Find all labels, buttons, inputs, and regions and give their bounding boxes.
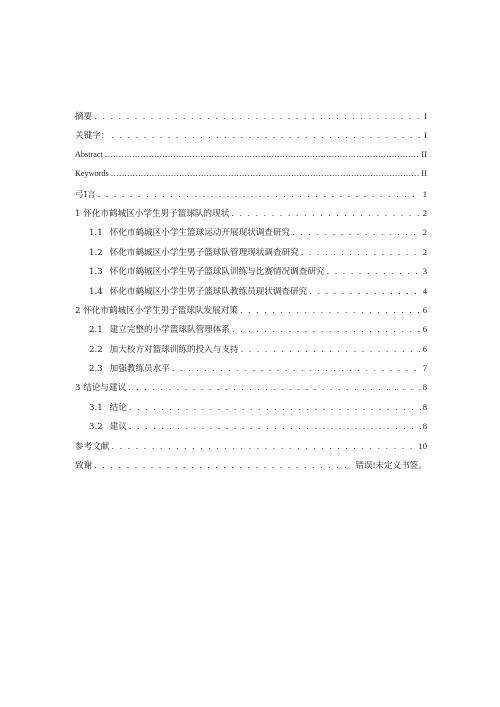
toc-entry-number: 2.3 xyxy=(89,364,103,375)
table-of-contents xyxy=(75,110,427,478)
toc-entry-page: 10 xyxy=(418,440,427,451)
toc-entry-label: 摘要 xyxy=(75,112,93,122)
toc-entry[interactable] xyxy=(75,440,427,459)
dot-leader xyxy=(327,267,421,277)
dot-leader xyxy=(309,287,420,297)
toc-subentry[interactable] xyxy=(75,246,427,265)
toc-entry-page: 4 xyxy=(422,285,427,296)
dot-leader xyxy=(128,383,421,393)
toc-entry-label: 结论 xyxy=(109,402,127,413)
toc-subentry[interactable] xyxy=(75,265,427,284)
toc-entry-page: 6 xyxy=(422,343,427,354)
toc-entry-page: 7 xyxy=(422,363,427,374)
toc-entry-number: 2.2 xyxy=(89,344,103,355)
toc-entry-label: 建立完整的小学篮球队管理体系 xyxy=(109,325,230,336)
toc-entry-label: 2 怀化市鹤城区小学生男子篮球队发展对策 xyxy=(75,305,238,316)
toc-entry[interactable] xyxy=(75,168,427,187)
dot-leader xyxy=(94,112,422,122)
toc-entry[interactable] xyxy=(75,149,427,168)
dot-leader xyxy=(172,364,421,374)
toc-subentry[interactable] xyxy=(75,323,427,342)
toc-subentry[interactable] xyxy=(75,362,427,381)
toc-entry-label: 加强教练员水平 xyxy=(109,364,170,375)
toc-entry-page: 2 xyxy=(422,227,427,238)
toc-entry-label: 怀化市鹤城区小学生篮球运动开展现状调查研究 xyxy=(109,228,291,239)
toc-entry-label: 怀化市鹤城区小学生男子篮球队训练与比赛情况调查研究 xyxy=(109,267,325,278)
toc-entry[interactable] xyxy=(75,459,427,478)
toc-entry-label: 弓I言 xyxy=(75,189,96,200)
toc-entry-page: 8 xyxy=(422,421,427,432)
dot-leader xyxy=(241,345,421,355)
toc-entry-page: 8 xyxy=(422,382,427,393)
toc-subentry[interactable] xyxy=(75,401,427,420)
toc-entry-label: 怀化市鹤城区小学生男子篮球队管理现状调查研究 xyxy=(109,247,299,258)
dot-leader xyxy=(240,306,421,316)
dot-leader xyxy=(111,169,420,179)
toc-entry[interactable] xyxy=(75,188,427,207)
toc-entry-page: 6 xyxy=(422,304,427,315)
toc-entry-number: 2.1 xyxy=(89,325,103,336)
dot-leader xyxy=(129,422,421,432)
toc-entry-label: 加大校方对篮球训练的投入与支持 xyxy=(109,344,239,355)
toc-entry-label: 关键字： xyxy=(75,131,110,142)
toc-entry[interactable] xyxy=(75,129,427,148)
toc-entry-page: I xyxy=(424,130,427,141)
toc-entry-page: 6 xyxy=(422,324,427,335)
toc-entry-number: 1.4 xyxy=(89,286,103,297)
toc-entry-page: 2 xyxy=(422,246,427,257)
dot-leader xyxy=(98,190,421,200)
toc-subentry[interactable] xyxy=(75,420,427,439)
toc-subentry[interactable] xyxy=(75,343,427,362)
toc-entry-number: 1.2 xyxy=(89,247,103,258)
toc-entry-page: II xyxy=(421,148,427,159)
toc-entry-label: Abstract xyxy=(75,149,103,159)
toc-entry-number: 3.2 xyxy=(89,422,103,433)
toc-entry[interactable] xyxy=(75,381,427,400)
dot-leader xyxy=(301,248,421,258)
toc-entry-label: 建议 xyxy=(109,422,127,433)
toc-entry[interactable] xyxy=(75,110,427,129)
toc-entry-number: 1.1 xyxy=(89,228,103,239)
toc-entry-page: 错误!未定义书签。 xyxy=(355,460,427,471)
toc-entry[interactable] xyxy=(75,207,427,226)
toc-entry-page: 2 xyxy=(422,207,427,218)
dot-leader xyxy=(232,325,421,335)
toc-entry-label: Keywords xyxy=(75,169,109,179)
dot-leader xyxy=(94,461,353,471)
toc-entry-label: 致谢 xyxy=(75,461,93,472)
dot-leader xyxy=(105,150,420,160)
toc-entry-page: II xyxy=(421,168,427,179)
toc-entry-page: 3 xyxy=(422,266,427,277)
toc-subentry[interactable] xyxy=(75,226,427,245)
toc-entry-number: 3.1 xyxy=(89,402,103,413)
toc-entry-label: 3 结论与建议 xyxy=(75,383,127,394)
dot-leader xyxy=(231,209,420,219)
toc-entry-label: 1 怀化市鹤城区小学生男子篮球队的现状 xyxy=(75,208,230,219)
toc-entry-label: 参考文献 xyxy=(75,441,110,452)
toc-entry-number: 1.3 xyxy=(89,267,103,278)
dot-leader xyxy=(111,442,416,452)
toc-entry-page: I xyxy=(424,111,427,121)
toc-entry[interactable] xyxy=(75,304,427,323)
toc-entry-page: 1 xyxy=(422,188,427,199)
toc-subentry[interactable] xyxy=(75,285,427,304)
toc-entry-label: 怀化市鹤城区小学生男子篮球队教练员现状调查研究 xyxy=(109,286,308,297)
dot-leader xyxy=(129,403,421,413)
dot-leader xyxy=(111,131,422,141)
dot-leader xyxy=(292,228,421,238)
toc-entry-page: 8 xyxy=(422,401,427,412)
